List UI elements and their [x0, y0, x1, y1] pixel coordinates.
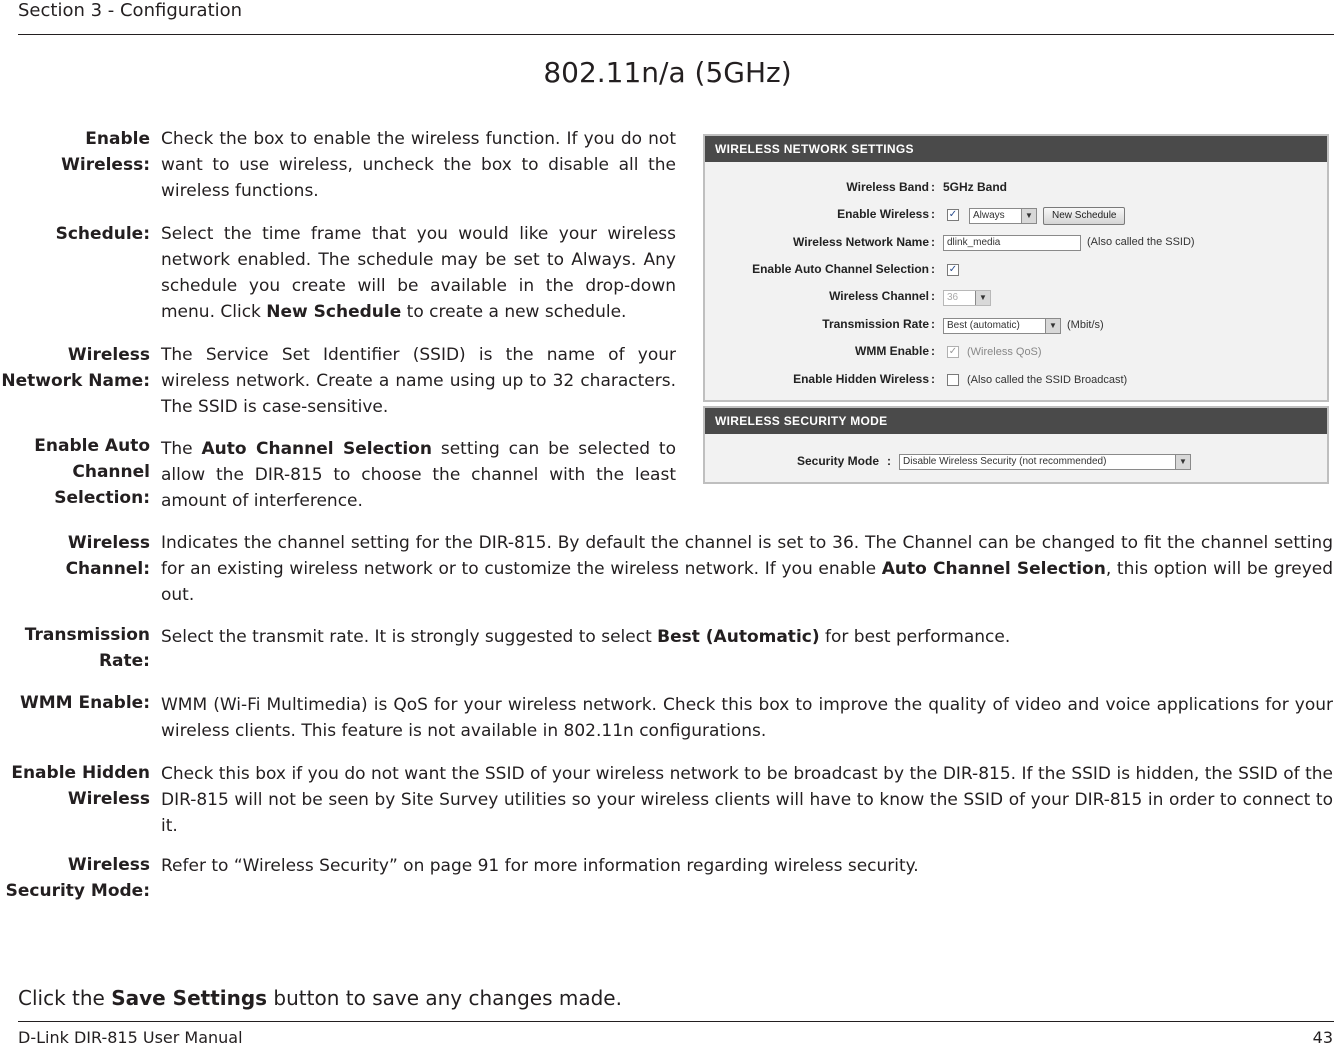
desc-enable-wireless: Check the box to enable the wireless function. If you do not want to use wireless, uncheck the box to disable all the wireless functions.: [161, 129, 676, 201]
field-label-channel: Wireless Channel: [829, 289, 929, 303]
page-heading: 802.11n/a (5GHz): [543, 56, 792, 89]
field-label-hidden: Enable Hidden Wireless: [793, 372, 929, 386]
chevron-down-icon: ▼: [1045, 319, 1060, 333]
field-label-security-mode: Security Mode: [796, 454, 879, 468]
colon: :: [887, 454, 891, 468]
top-divider: [18, 34, 1334, 35]
label-schedule: Schedule:: [55, 224, 150, 244]
label-wireless-channel: Wireless Channel:: [65, 533, 150, 579]
security-mode-select[interactable]: Disable Wireless Security (not recommended) ▼: [899, 454, 1191, 470]
section-title: Section 3 - Configuration: [18, 0, 243, 21]
chevron-down-icon: ▼: [975, 291, 990, 305]
bottom-divider: [18, 1021, 1334, 1022]
router-settings-screenshot: [703, 134, 1329, 484]
hidden-wireless-checkbox[interactable]: [947, 374, 959, 386]
field-label-band: Wireless Band: [846, 180, 929, 194]
network-name-note: (Also called the SSID): [1087, 236, 1195, 248]
wmm-note: (Wireless QoS): [967, 346, 1042, 358]
field-label-auto-channel: Enable Auto Channel Selection: [752, 262, 929, 276]
colon: :: [931, 344, 935, 358]
field-label-network-name: Wireless Network Name: [793, 235, 929, 249]
desc-transmission-rate: Select the transmit rate. It is strongly suggested to select Best (Automatic) for best performance.: [161, 627, 1011, 647]
hidden-wireless-note: (Also called the SSID Broadcast): [967, 374, 1128, 386]
channel-select[interactable]: 36 ▼: [943, 290, 991, 306]
schedule-select[interactable]: Always ▼: [969, 208, 1037, 224]
label-wireless-network-name: Wireless Network Name:: [1, 345, 150, 391]
chevron-down-icon: ▼: [1021, 209, 1036, 223]
desc-wireless-channel: Indicates the channel setting for the DIR-815. By default the channel is set to 36. The Channel can be changed to fit the channel setting for an existing wireless network or to customize the wireless network. If you enable Auto Channel Selection, this option will be greyed out.: [161, 533, 1333, 605]
panel-title: WIRELESS NETWORK SETTINGS: [705, 136, 1327, 162]
desc-hidden-wireless: Check this box if you do not want the SSID of your wireless network to be broadcast by the DIR-815. If the SSID is hidden, the SSID of the DIR-815 will not be seen by Site Survey utilities so your wireless clients will have to know the SSID of your DIR-815 in order to connect to it.: [161, 764, 1333, 836]
colon: :: [931, 372, 935, 386]
field-label-wmm: WMM Enable: [855, 344, 929, 358]
closing-instruction: Click the Save Settings button to save any changes made.: [18, 986, 622, 1010]
enable-wireless-checkbox[interactable]: ✓: [948, 209, 958, 220]
transmission-rate-select[interactable]: Best (automatic) ▼: [943, 318, 1061, 334]
label-auto-channel: Enable Auto Channel Selection:: [34, 436, 150, 508]
colon: :: [931, 180, 935, 194]
footer-manual-title: D-Link DIR-815 User Manual: [18, 1028, 243, 1047]
label-wmm-enable: WMM Enable:: [19, 693, 150, 713]
colon: :: [931, 289, 935, 303]
wireless-security-mode-panel: [703, 406, 1329, 484]
field-label-enable-wireless: Enable Wireless: [837, 207, 929, 221]
colon: :: [931, 262, 935, 276]
auto-channel-checkbox[interactable]: ✓: [948, 264, 958, 275]
colon: :: [931, 317, 935, 331]
page-number: 43: [1312, 1028, 1333, 1047]
panel-title: WIRELESS SECURITY MODE: [705, 408, 1327, 434]
new-schedule-button[interactable]: New Schedule: [1043, 207, 1125, 225]
colon: :: [931, 235, 935, 249]
desc-security-mode: Refer to “Wireless Security” on page 91 for more information regarding wireless security.: [161, 856, 919, 876]
desc-wmm-enable: WMM (Wi-Fi Multimedia) is QoS for your wireless network. Check this box to improve the quality of video and voice applications for your wireless clients. This feature is not available in 802.11n configurations.: [161, 695, 1333, 741]
desc-wireless-network-name: The Service Set Identifier (SSID) is the name of your wireless network. Create a name using up to 32 characters. The SSID is case-sensitive.: [161, 345, 676, 417]
desc-schedule: Select the time frame that you would like your wireless network enabled. The schedule may be set to Always. Any schedule you create will be available in the drop-down menu. Click New Schedule to create a new schedule.: [161, 224, 676, 322]
network-name-input[interactable]: dlink_media: [943, 235, 1081, 251]
chevron-down-icon: ▼: [1175, 455, 1190, 469]
field-label-rate: Transmission Rate: [822, 317, 929, 331]
band-value: 5GHz Band: [943, 180, 1008, 194]
label-transmission-rate: Transmission Rate:: [24, 625, 150, 671]
label-hidden-wireless: Enable Hidden Wireless: [11, 763, 150, 809]
wireless-network-settings-panel: [703, 134, 1329, 402]
wmm-checkbox[interactable]: ✓: [948, 346, 958, 357]
label-enable-wireless: Enable Wireless:: [61, 129, 150, 175]
colon: :: [931, 207, 935, 221]
label-security-mode: Wireless Security Mode:: [5, 855, 150, 901]
desc-auto-channel: The Auto Channel Selection setting can be selected to allow the DIR-815 to choose the channel with the least amount of interference.: [161, 439, 676, 511]
rate-unit: (Mbit/s): [1067, 319, 1104, 331]
